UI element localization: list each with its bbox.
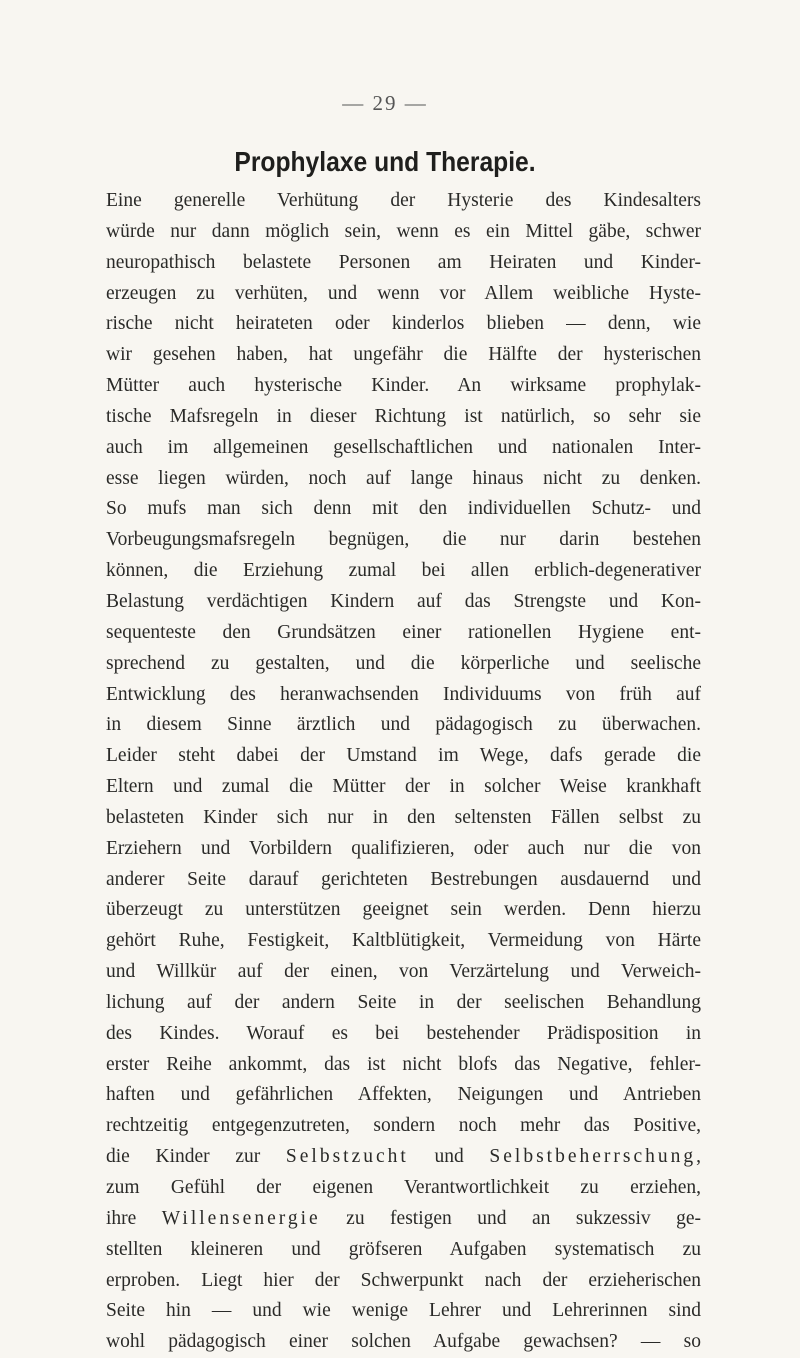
text-line: erproben. Liegt hier der Schwerpunkt nach der erzieherischen — [106, 1269, 701, 1291]
text-line: tische Mafsregeln in dieser Richtung ist natürlich, so sehr sie — [106, 405, 701, 427]
text-line: können, die Erziehung zumal bei allen erblich-degenerativer — [106, 560, 701, 582]
text-line: würde nur dann möglich sein, wenn es ein Mittel gäbe, schwer — [106, 220, 701, 242]
text-line: rechtzeitig entgegenzutreten, sondern noch mehr das Positive, — [106, 1115, 701, 1137]
section-heading: Prophylaxe und Therapie. — [234, 146, 536, 177]
text-line: zum Gefühl der eigenen Verantwortlichkeit zu erziehen, — [106, 1177, 701, 1198]
text-run: die Kinder zur — [106, 1146, 286, 1168]
text-line: So mufs man sich denn mit den individuellen Schutz- und — [106, 498, 701, 520]
text-line: Belastung verdächtigen Kindern auf das Strengste und Kon- — [106, 590, 701, 612]
text-line: auch im allgemeinen gesellschaftlichen und nationalen Inter- — [106, 436, 701, 458]
text-line: wohl pädagogisch einer solchen Aufgabe gewachsen? — so — [106, 1331, 701, 1353]
text-line: und Willkür auf der einen, von Verzärtelung und Verweich- — [106, 961, 701, 983]
text-line: sequenteste den Grundsätzen einer rationellen Hygiene ent- — [106, 621, 701, 643]
text-line: überzeugt zu unterstützen geeignet sein werden. Denn hierzu — [106, 899, 701, 921]
spaced-emphasis: Selbstzucht — [285, 1146, 409, 1168]
text-run: zu festigen und an sukzessiv ge- — [320, 1207, 701, 1229]
text-line: stellten kleineren und gröfseren Aufgaben systematisch zu — [106, 1238, 701, 1260]
text-line: erzeugen zu verhüten, und wenn vor Allem weibliche Hyste- — [106, 282, 701, 304]
text-line: gehört Ruhe, Festigkeit, Kaltblütigkeit, Vermeidung von Härte — [106, 930, 701, 952]
text-line: des Kindes. Worauf es bei bestehender Prädisposition in — [106, 1022, 701, 1044]
text-line: Eine generelle Verhütung der Hysterie des Kindesalters — [106, 190, 701, 211]
text-line: esse liegen würden, noch auf lange hinaus nicht zu denken. — [106, 467, 701, 489]
page-number: — 29 — — [342, 91, 428, 115]
text-line: neuropathisch belastete Personen am Heiraten und Kinder- — [106, 251, 701, 273]
text-line: Seite hin — und wie wenige Lehrer und Lehrerinnen sind — [106, 1300, 701, 1322]
text-line: in diesem Sinne ärztlich und pädagogisch zu überwachen. — [106, 714, 701, 736]
text-line: Leider steht dabei der Umstand im Wege, dafs gerade die — [106, 745, 701, 767]
text-line: erster Reihe ankommt, das ist nicht blofs das Negative, fehler- — [106, 1053, 701, 1075]
text-line-emphasis — [106, 1142, 701, 1173]
text-line: haften und gefährlichen Affekten, Neigungen und Antrieben — [106, 1084, 701, 1106]
text-line: anderer Seite darauf gerichteten Bestrebungen ausdauernd und — [106, 868, 701, 890]
text-run: ihre — [106, 1207, 162, 1229]
text-line: wir gesehen haben, hat ungefähr die Hälfte der hysterischen — [106, 344, 701, 366]
text-line: sprechend zu gestalten, und die körperliche und seelische — [106, 652, 701, 674]
body-text — [106, 186, 701, 1358]
text-run: , — [696, 1146, 702, 1168]
text-line: Vorbeugungsmafsregeln begnügen, die nur darin bestehen — [106, 529, 701, 551]
text-line: Entwicklung des heranwachsenden Individuums von früh auf — [106, 683, 701, 705]
text-line: Erziehern und Vorbildern qualifizieren, oder auch nur die von — [106, 837, 701, 859]
text-line-emphasis — [106, 1204, 701, 1235]
text-line: belasteten Kinder sich nur in den seltensten Fällen selbst zu — [106, 806, 701, 828]
text-line: lichung auf der andern Seite in der seelischen Behandlung — [106, 991, 701, 1013]
text-run: und — [408, 1146, 490, 1168]
spaced-emphasis: Willensenergie — [161, 1207, 321, 1229]
text-line: Mütter auch hysterische Kinder. An wirksame prophylak- — [106, 375, 701, 397]
spaced-emphasis: Selbstbeherrschung — [489, 1146, 697, 1168]
text-line: Eltern und zumal die Mütter der in solcher Weise krankhaft — [106, 776, 701, 798]
text-line: rische nicht heirateten oder kinderlos blieben — denn, wie — [106, 313, 701, 335]
